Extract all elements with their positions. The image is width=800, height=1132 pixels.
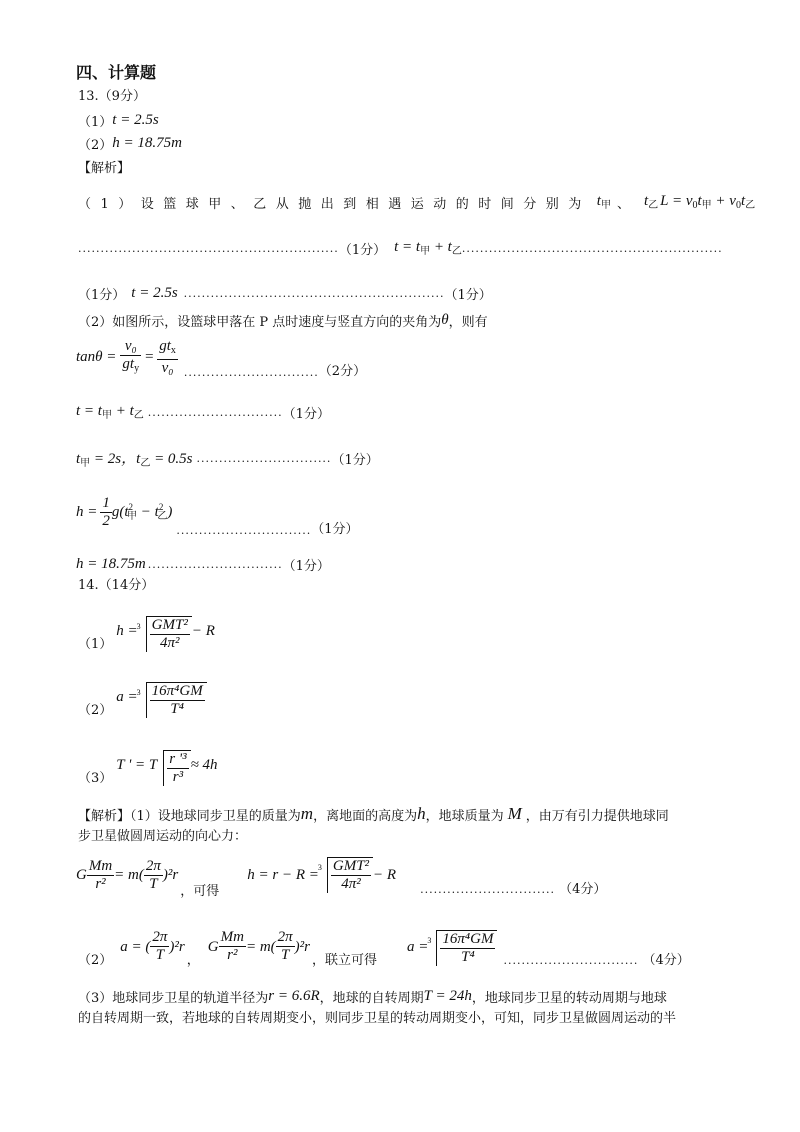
q13-para-1-text: （1）设篮球甲、乙从抛出到相遇运动的时间分别为 bbox=[78, 196, 591, 212]
fraction: $\frac{2\pi}{T}$ bbox=[277, 929, 293, 963]
section-title: 四、计算题 bbox=[76, 63, 157, 82]
q13-sum-formula: $t = t_甲 + t_乙$ .............................. （1分） bbox=[76, 403, 330, 422]
score: （1分） bbox=[282, 406, 330, 422]
cube-root: 3 $\frac{\text{16π⁴GM}}{\text{T⁴}}$ bbox=[428, 930, 497, 966]
fraction: $\frac{\text{v₀}}{gt_y}$ bbox=[122, 337, 140, 374]
cube-root: 3 $\frac{\text{16π⁴GM}}{\text{T⁴}}$ bbox=[138, 682, 207, 718]
score: （4分） bbox=[642, 953, 690, 968]
q13-height-formula: h = $\frac{1}{2}$ $g(t^2_甲 - t^2_乙)$ .............................. （1分） bbox=[76, 494, 359, 537]
score: （1分） bbox=[78, 287, 126, 303]
dot-leader: .............................. bbox=[420, 883, 555, 896]
score: （1分） bbox=[331, 452, 379, 468]
dot-leader: .............................. bbox=[503, 954, 639, 967]
q13-analysis-label: 【解析】 bbox=[78, 161, 131, 176]
q13-t-jia: $t_甲$ bbox=[596, 193, 611, 211]
dot-leader: .............................. bbox=[196, 451, 332, 465]
score: （1分） bbox=[311, 522, 359, 537]
q13-height-result: h = 18.75m .............................. （1分） bbox=[76, 555, 330, 574]
q13-answer-1 bbox=[78, 110, 159, 130]
q13-line-2 bbox=[78, 238, 723, 258]
q13-time-sum: $t = t_甲 + t_乙$ bbox=[394, 239, 462, 257]
q13-para-2-tail: ，则有 bbox=[448, 314, 488, 330]
cube-root: 3 $\frac{\text{GMT²}}{\text{4π²}}$ bbox=[138, 616, 192, 652]
fraction: $\frac{2\pi}{T}$ bbox=[152, 929, 168, 963]
q13-separator: 、 bbox=[616, 196, 630, 212]
q13-header: 13.（9分） bbox=[78, 89, 146, 104]
q13-para-2 bbox=[78, 310, 488, 330]
cube-root: 3 $\frac{\text{GMT²}}{\text{4π²}}$ bbox=[319, 857, 373, 893]
fraction: $\frac{Mm}{\text{r²}}$ bbox=[88, 857, 113, 892]
fraction: $\frac{Mm}{\text{r²}}$ bbox=[220, 929, 244, 963]
q13-theta: θ bbox=[441, 311, 449, 328]
q14-para-3: （3）地球同步卫星的轨道半径为 r = 6.6R ，地球的自转周期 T = 24h ，地球同步卫星的转动周期与地球 bbox=[78, 987, 667, 1006]
q14-formula-2: （2） a = ( $\frac{2\pi}{T}$ )²r ， G $\frac{Mm}{\text{r²}}$ = m( $\frac{2\pi}{T}$ )²r ，联立可得 a = 3 $\frac{\text{16π⁴GM}}{\text{T⁴}}$ .............................. （4分） bbox=[78, 929, 690, 968]
score: （1分） bbox=[282, 558, 330, 574]
fraction: $\frac{1}{2}$ bbox=[102, 494, 110, 529]
q14-formula-1: G $\frac{Mm}{\text{r²}}$ = m( $\frac{2\pi}{T}$ )²r ，可得 h = r − R = 3 $\frac{\text{GMT²}}{\text{4π²}}$ − R .............................. （4分） bbox=[76, 857, 607, 899]
fraction: $\frac{2\pi}{T}$ bbox=[145, 857, 161, 892]
q13-distance-formula: $L = v_0t_甲 + v_0t_乙$ bbox=[660, 193, 756, 211]
q14-answer-3: （3） T ' = T $\frac{\text{r '³}}{\text{r³}}$ ≈ 4h bbox=[78, 751, 218, 786]
dot-leader: .......................................................... bbox=[78, 241, 339, 255]
q13-answer-2-label: （2） bbox=[78, 137, 113, 153]
q14-answer-1: （1） h = 3 $\frac{\text{GMT²}}{\text{4π²}}$ − R bbox=[78, 617, 215, 652]
q13-tan-formula: tanθ = $\frac{\text{v₀}}{gt_y}$ = $\frac{gt_x}{\text{v₀}}$ .............................. （2分） bbox=[76, 337, 367, 379]
score: （1分） bbox=[338, 242, 387, 258]
q14-header: 14.（14分） bbox=[78, 578, 155, 593]
q13-answer-1-label: （1） bbox=[78, 114, 113, 130]
dot-leader: .............................. bbox=[176, 524, 312, 537]
square-root: $\frac{\text{r '³}}{\text{r³}}$ bbox=[157, 750, 190, 786]
dot-leader: .......................................................... bbox=[183, 286, 445, 300]
score: （4分） bbox=[559, 882, 607, 897]
q13-para-2-text: （2）如图所示，设篮球甲落在 P 点时速度与竖直方向的夹角为 bbox=[78, 314, 442, 330]
score: （2分） bbox=[318, 364, 367, 379]
q13-line-3 bbox=[78, 283, 492, 303]
q14-answer-2: （2） a = 3 $\frac{\text{16π⁴GM}}{\text{T⁴}}$ bbox=[78, 668, 207, 720]
q13-para-1 bbox=[78, 191, 755, 213]
dot-leader: .............................. bbox=[147, 557, 283, 571]
q14-analysis: 【解析】（1）设地球同步卫星的质量为 m ，离地面的高度为 h ，地球质量为 M ，由万有引力提供地球同 bbox=[78, 804, 669, 824]
dot-leader: .......................................................... bbox=[461, 241, 723, 255]
dot-leader: .............................. bbox=[147, 405, 283, 419]
q13-t-yi: $t_乙$ bbox=[643, 193, 659, 211]
q13-values: $t_甲 = 2s$，$t_乙 = 0.5s$ .............................. （1分） bbox=[76, 447, 379, 469]
q13-answer-2-value: h = 18.75m bbox=[112, 134, 182, 151]
q13-time-result: t = 2.5s bbox=[131, 284, 178, 301]
fraction: $\frac{gt_x}{\text{v₀}}$ bbox=[159, 337, 176, 376]
dot-leader: .............................. bbox=[183, 366, 319, 379]
q14-para-3-line-2: 的自转周期一致，若地球的自转周期变小，则同步卫星的转动周期变小，可知，同步卫星做圆周运动的半 bbox=[78, 1011, 677, 1026]
q14-analysis-line-2: 步卫星做圆周运动的向心力： bbox=[78, 829, 248, 844]
tan-lhs: tanθ = bbox=[76, 348, 117, 365]
q13-answer-2 bbox=[78, 133, 182, 153]
q13-answer-1-value: t = 2.5s bbox=[112, 111, 159, 128]
score: （1分） bbox=[444, 287, 492, 303]
